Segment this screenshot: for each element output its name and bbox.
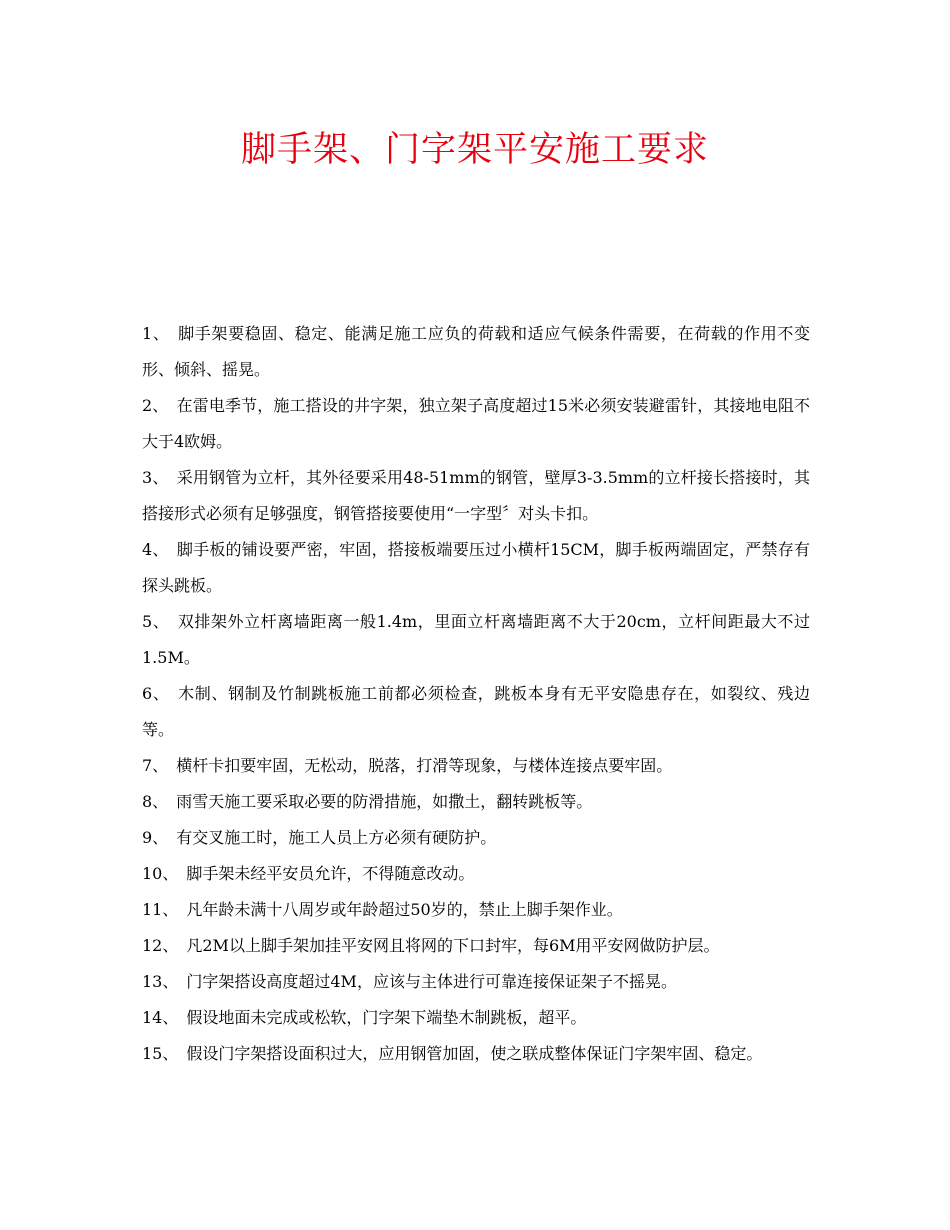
rule-text: 有交叉施工时，施工人员上方必须有硬防护。 bbox=[176, 828, 497, 847]
rule-number: 10、 bbox=[142, 864, 179, 883]
list-item bbox=[142, 820, 810, 856]
list-item bbox=[142, 604, 810, 676]
rule-number: 5、 bbox=[142, 612, 170, 631]
rule-text: 假设门字架搭设面积过大，应用钢管加固，使之联成整体保证门字架牢固、稳定。 bbox=[186, 1044, 763, 1063]
rule-text: 脚手架未经平安员允许，不得随意改动。 bbox=[186, 864, 475, 883]
list-item bbox=[142, 676, 810, 748]
list-item bbox=[142, 928, 810, 964]
rule-number: 9、 bbox=[142, 828, 169, 847]
rule-text: 雨雪天施工要采取必要的防滑措施，如撒土，翻转跳板等。 bbox=[176, 792, 593, 811]
list-item bbox=[142, 964, 810, 1000]
rule-number: 3、 bbox=[142, 468, 169, 487]
rule-number: 2、 bbox=[142, 396, 169, 415]
rule-text: 采用钢管为立杆，其外径要采用48-51mm的钢管，壁厚3-3.5mm的立杆接长搭接时，其搭接形式必须有足够强度，钢管搭接要使用“一字型〞对头卡扣。 bbox=[142, 468, 810, 523]
rule-number: 8、 bbox=[142, 792, 169, 811]
rule-number: 15、 bbox=[142, 1044, 179, 1063]
rules-list bbox=[142, 316, 810, 1072]
rule-text: 双排架外立杆离墙距离一般1.4m，里面立杆离墙距离不大于20cm，立杆间距最大不过1.5M。 bbox=[142, 612, 810, 667]
page-title: 脚手架、门字架平安施工要求 bbox=[240, 130, 709, 170]
rule-text: 脚手架要稳固、稳定、能满足施工应负的荷载和适应气候条件需要，在荷载的作用不变形、倾斜、摇晃。 bbox=[142, 324, 810, 379]
rule-number: 1、 bbox=[142, 324, 170, 343]
rule-text: 木制、钢制及竹制跳板施工前都必须检查，跳板本身有无平安隐患存在，如裂纹、残边等。 bbox=[142, 684, 810, 739]
list-item bbox=[142, 1036, 810, 1072]
rule-number: 11、 bbox=[142, 900, 179, 919]
rule-number: 4、 bbox=[142, 540, 169, 559]
list-item bbox=[142, 784, 810, 820]
rule-number: 6、 bbox=[142, 684, 170, 703]
list-item bbox=[142, 892, 810, 928]
rule-number: 12、 bbox=[142, 936, 179, 955]
rule-text: 凡2M以上脚手架加挂平安网且将网的下口封牢，每6M用平安网做防护层。 bbox=[186, 936, 720, 955]
rule-number: 13、 bbox=[142, 972, 179, 991]
rule-text: 横杆卡扣要牢固，无松动，脱落，打滑等现象，与楼体连接点要牢固。 bbox=[176, 756, 673, 775]
rule-text: 脚手板的铺设要严密，牢固，搭接板端要压过小横杆15CM，脚手板两端固定，严禁存有探头跳板。 bbox=[142, 540, 810, 595]
list-item bbox=[142, 388, 810, 460]
rule-text: 门字架搭设高度超过4M，应该与主体进行可靠连接保证架子不摇晃。 bbox=[186, 972, 677, 991]
rule-number: 14、 bbox=[142, 1008, 179, 1027]
list-item bbox=[142, 460, 810, 532]
list-item bbox=[142, 1000, 810, 1036]
list-item bbox=[142, 532, 810, 604]
list-item bbox=[142, 316, 810, 388]
rule-text: 在雷电季节，施工搭设的井字架，独立架子高度超过15米必须安装避雷针，其接地电阻不大于4欧姆。 bbox=[142, 396, 810, 451]
rule-text: 假设地面未完成或松软，门字架下端垫木制跳板，超平。 bbox=[186, 1008, 587, 1027]
rule-text: 凡年龄未满十八周岁或年龄超过50岁的，禁止上脚手架作业。 bbox=[186, 900, 623, 919]
list-item bbox=[142, 748, 810, 784]
rule-number: 7、 bbox=[142, 756, 169, 775]
list-item bbox=[142, 856, 810, 892]
